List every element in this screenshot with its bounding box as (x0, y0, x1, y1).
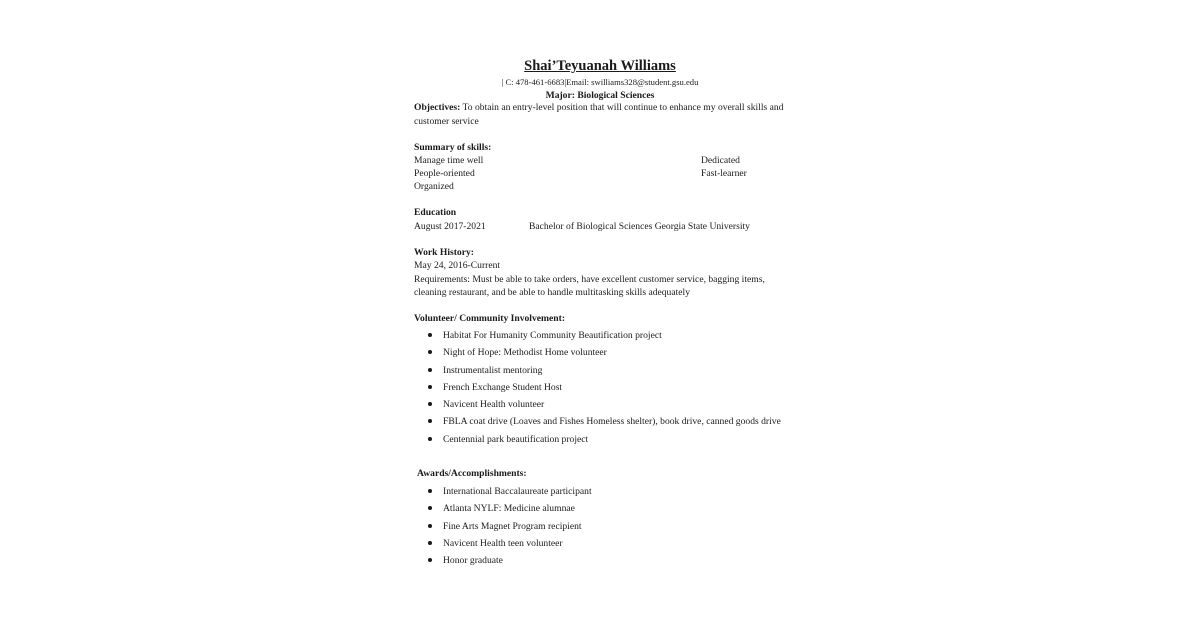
bullet-icon (428, 368, 432, 372)
work-heading: Work History: (414, 247, 474, 258)
skills-heading: Summary of skills: (414, 142, 492, 153)
bullet-icon (428, 541, 432, 545)
objectives-label: Objectives: (414, 102, 461, 113)
bullet-icon (428, 524, 432, 528)
education-heading: Education (414, 207, 457, 218)
objectives-text-continued: customer service (414, 116, 479, 127)
list-item: French Exchange Student Host (428, 381, 781, 398)
resume-name: Shai’Teyuanah Williams (524, 58, 676, 74)
list-item: Atlanta NYLF: Medicine alumnae (428, 502, 592, 519)
work-requirements: Requirements: Must be able to take orders, have excellent customer service, bagging items, (414, 274, 765, 285)
skill-item: Dedicated (701, 155, 740, 166)
awards-list (428, 485, 592, 571)
work-date: May 24, 2016-Current (414, 260, 501, 271)
major-line: Major: Biological Sciences (545, 90, 655, 101)
bullet-icon (428, 558, 432, 562)
bullet-icon (428, 506, 432, 510)
list-item: Fine Arts Magnet Program recipient (428, 520, 592, 537)
volunteer-heading: Volunteer/ Community Involvement: (414, 313, 566, 324)
list-item: Night of Hope: Methodist Home volunteer (428, 346, 781, 363)
list-item: FBLA coat drive (Loaves and Fishes Homeless shelter), book drive, canned goods drive (428, 415, 781, 432)
list-item: Navicent Health volunteer (428, 398, 781, 415)
objectives-text: To obtain an entry-level position that will continue to enhance my overall skills and (460, 102, 784, 113)
list-item: Navicent Health teen volunteer (428, 537, 592, 554)
awards-heading: Awards/Accomplishments: (417, 468, 527, 479)
list-item: Honor graduate (428, 554, 592, 571)
skill-item: Manage time well (414, 155, 484, 166)
list-item: International Baccalaureate participant (428, 485, 592, 502)
bullet-icon (428, 489, 432, 493)
list-item: Instrumentalist mentoring (428, 364, 781, 381)
bullet-icon (428, 402, 432, 406)
skill-item: Fast-learner (701, 168, 747, 179)
contact-line: | C: 478-461-6683|Email: swilliams328@student.gsu.edu (501, 77, 699, 87)
bullet-icon (428, 350, 432, 354)
list-item: Habitat For Humanity Community Beautification project (428, 329, 781, 346)
education-degree: Bachelor of Biological Sciences Georgia State University (529, 221, 750, 232)
bullet-icon (428, 333, 432, 337)
objectives-line (414, 101, 784, 114)
work-requirements-continued: cleaning restaurant, and be able to handle multitasking skills adequately (414, 287, 691, 298)
education-dates: August 2017-2021 (414, 221, 486, 232)
bullet-icon (428, 385, 432, 389)
skill-item: People-oriented (414, 168, 475, 179)
bullet-icon (428, 437, 432, 441)
volunteer-list (428, 329, 781, 450)
list-item: Centennial park beautification project (428, 433, 781, 450)
skill-item: Organized (414, 181, 454, 192)
bullet-icon (428, 419, 432, 423)
